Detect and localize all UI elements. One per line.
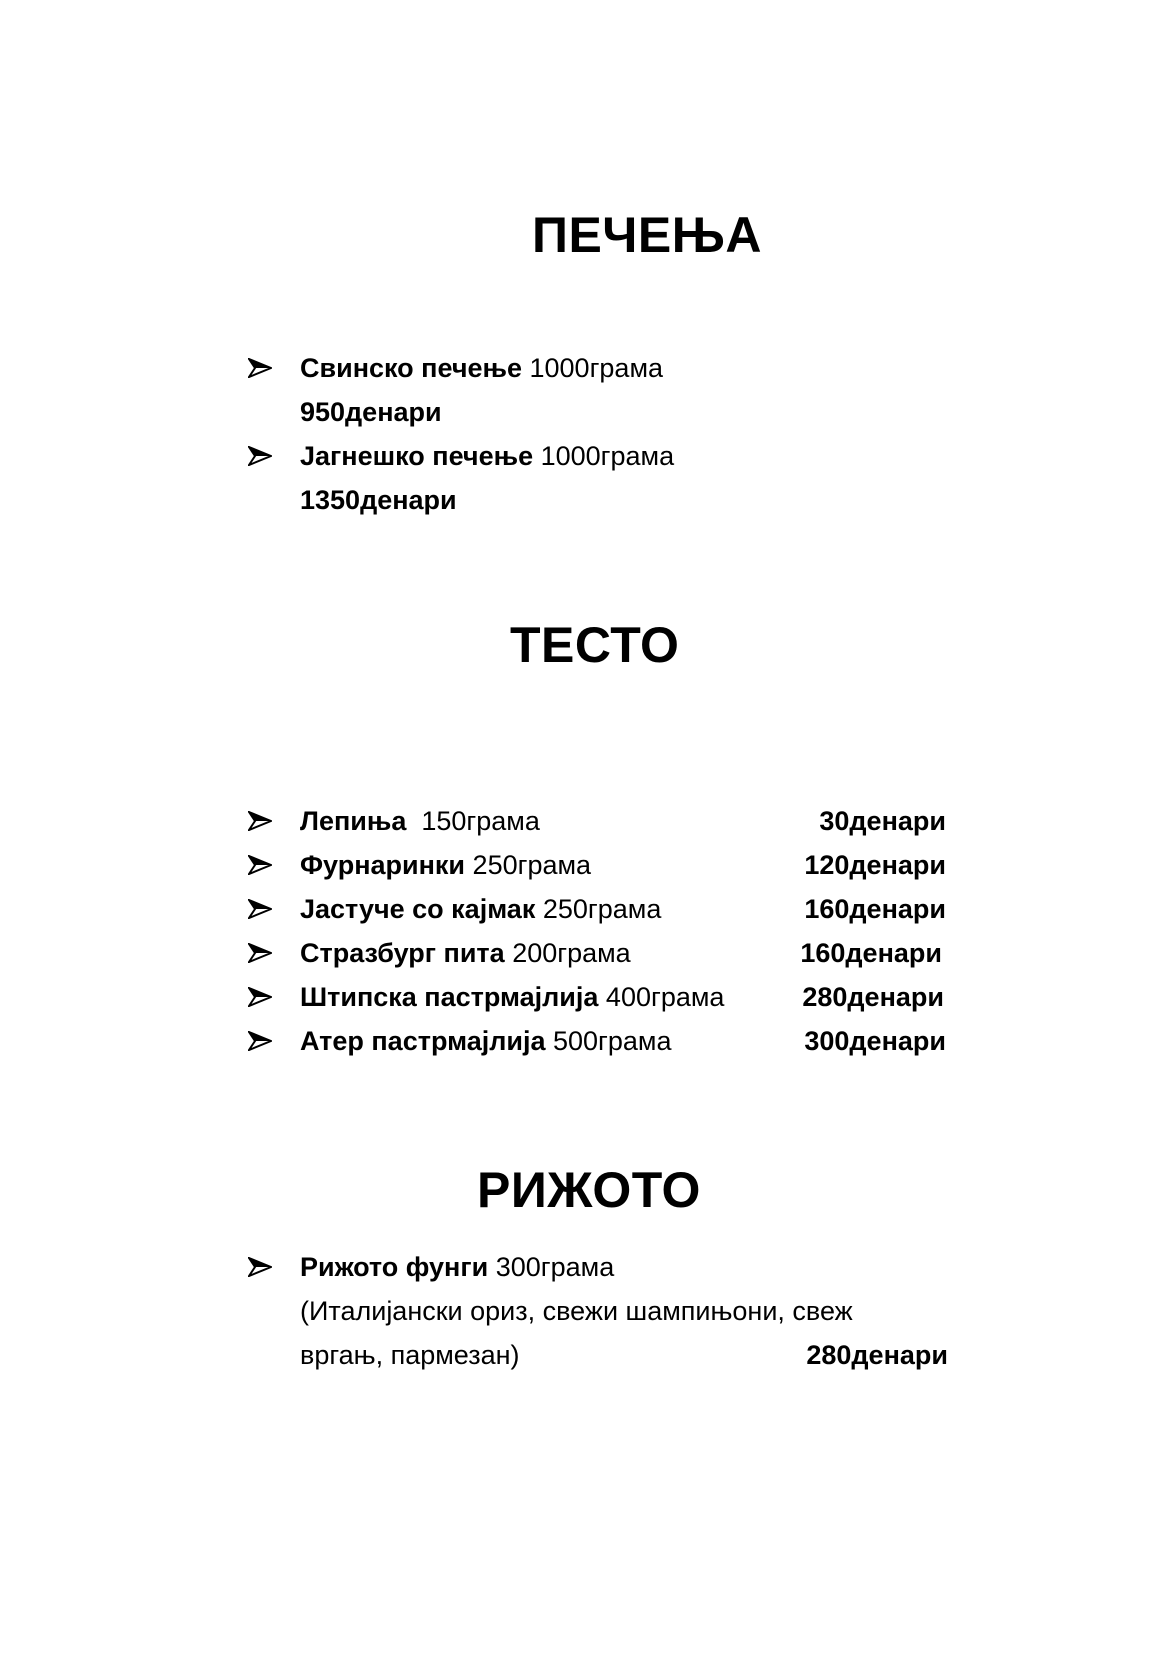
- list-item: [248, 975, 968, 1019]
- item-name: Јастуче со кајмак: [300, 894, 536, 924]
- item-price: 30денари: [819, 806, 946, 836]
- item-description-text: вргањ, пармезан): [300, 1340, 520, 1370]
- item-price: 280денари: [806, 1340, 948, 1370]
- item-name: Свинско печење: [300, 353, 522, 383]
- list-item: [248, 799, 968, 843]
- arrowhead-bullet-icon: [248, 358, 272, 378]
- item-weight: 250грама: [535, 894, 662, 924]
- item-description-line: (Италијански ориз, свежи шампињони, свеж: [300, 1296, 853, 1326]
- arrowhead-bullet-icon: [248, 855, 272, 875]
- item-weight: 250грама: [465, 850, 592, 880]
- list-item: [248, 1019, 968, 1063]
- item-weight: 150грама: [406, 806, 540, 836]
- item-name: Рижото фунги: [300, 1252, 489, 1282]
- item-name: Атер пастрмајлија: [300, 1026, 546, 1056]
- arrowhead-bullet-icon: [248, 811, 272, 831]
- item-price: 160денари: [804, 894, 946, 924]
- item-weight: 1000грама: [533, 441, 675, 471]
- list-rizoto: [248, 1245, 968, 1377]
- item-price-line: [248, 390, 968, 434]
- arrowhead-bullet-icon: [248, 446, 272, 466]
- item-price: 120денари: [804, 850, 946, 880]
- item-name: Фурнаринки: [300, 850, 466, 880]
- item-price: 950денари: [300, 397, 442, 427]
- list-item: [248, 1245, 968, 1289]
- item-name: Лепиња: [300, 806, 407, 836]
- arrowhead-bullet-icon: [248, 987, 272, 1007]
- section-title-testo: ТЕСТО: [510, 617, 680, 673]
- item-description-line: [248, 1333, 968, 1377]
- section-title-pecenja: ПЕЧЕЊА: [532, 207, 763, 263]
- list-testo: [248, 799, 968, 1063]
- item-name: Јагнешко печење: [300, 441, 534, 471]
- item-weight: 1000грама: [522, 353, 664, 383]
- section-title-rizoto: РИЖОТО: [477, 1162, 701, 1218]
- item-weight: 200грама: [504, 938, 631, 968]
- arrowhead-bullet-icon: [248, 1257, 272, 1277]
- arrowhead-bullet-icon: [248, 899, 272, 919]
- item-name: Стразбург пита: [300, 938, 505, 968]
- item-price: 300денари: [804, 1026, 946, 1056]
- item-price: 1350денари: [300, 485, 457, 515]
- item-price: 280денари: [802, 982, 944, 1012]
- item-price-line: [248, 478, 968, 522]
- list-item: [248, 931, 968, 975]
- list-pecenja: [248, 346, 968, 522]
- item-name: Штипска пастрмајлија: [300, 982, 599, 1012]
- arrowhead-bullet-icon: [248, 943, 272, 963]
- list-item: [248, 843, 968, 887]
- list-item: [248, 434, 968, 478]
- list-item: [248, 346, 968, 390]
- item-weight: 400грама: [598, 982, 725, 1012]
- item-weight: 300грама: [488, 1252, 615, 1282]
- item-weight: 500грама: [545, 1026, 672, 1056]
- arrowhead-bullet-icon: [248, 1031, 272, 1051]
- list-item: [248, 887, 968, 931]
- item-price: 160денари: [800, 938, 942, 968]
